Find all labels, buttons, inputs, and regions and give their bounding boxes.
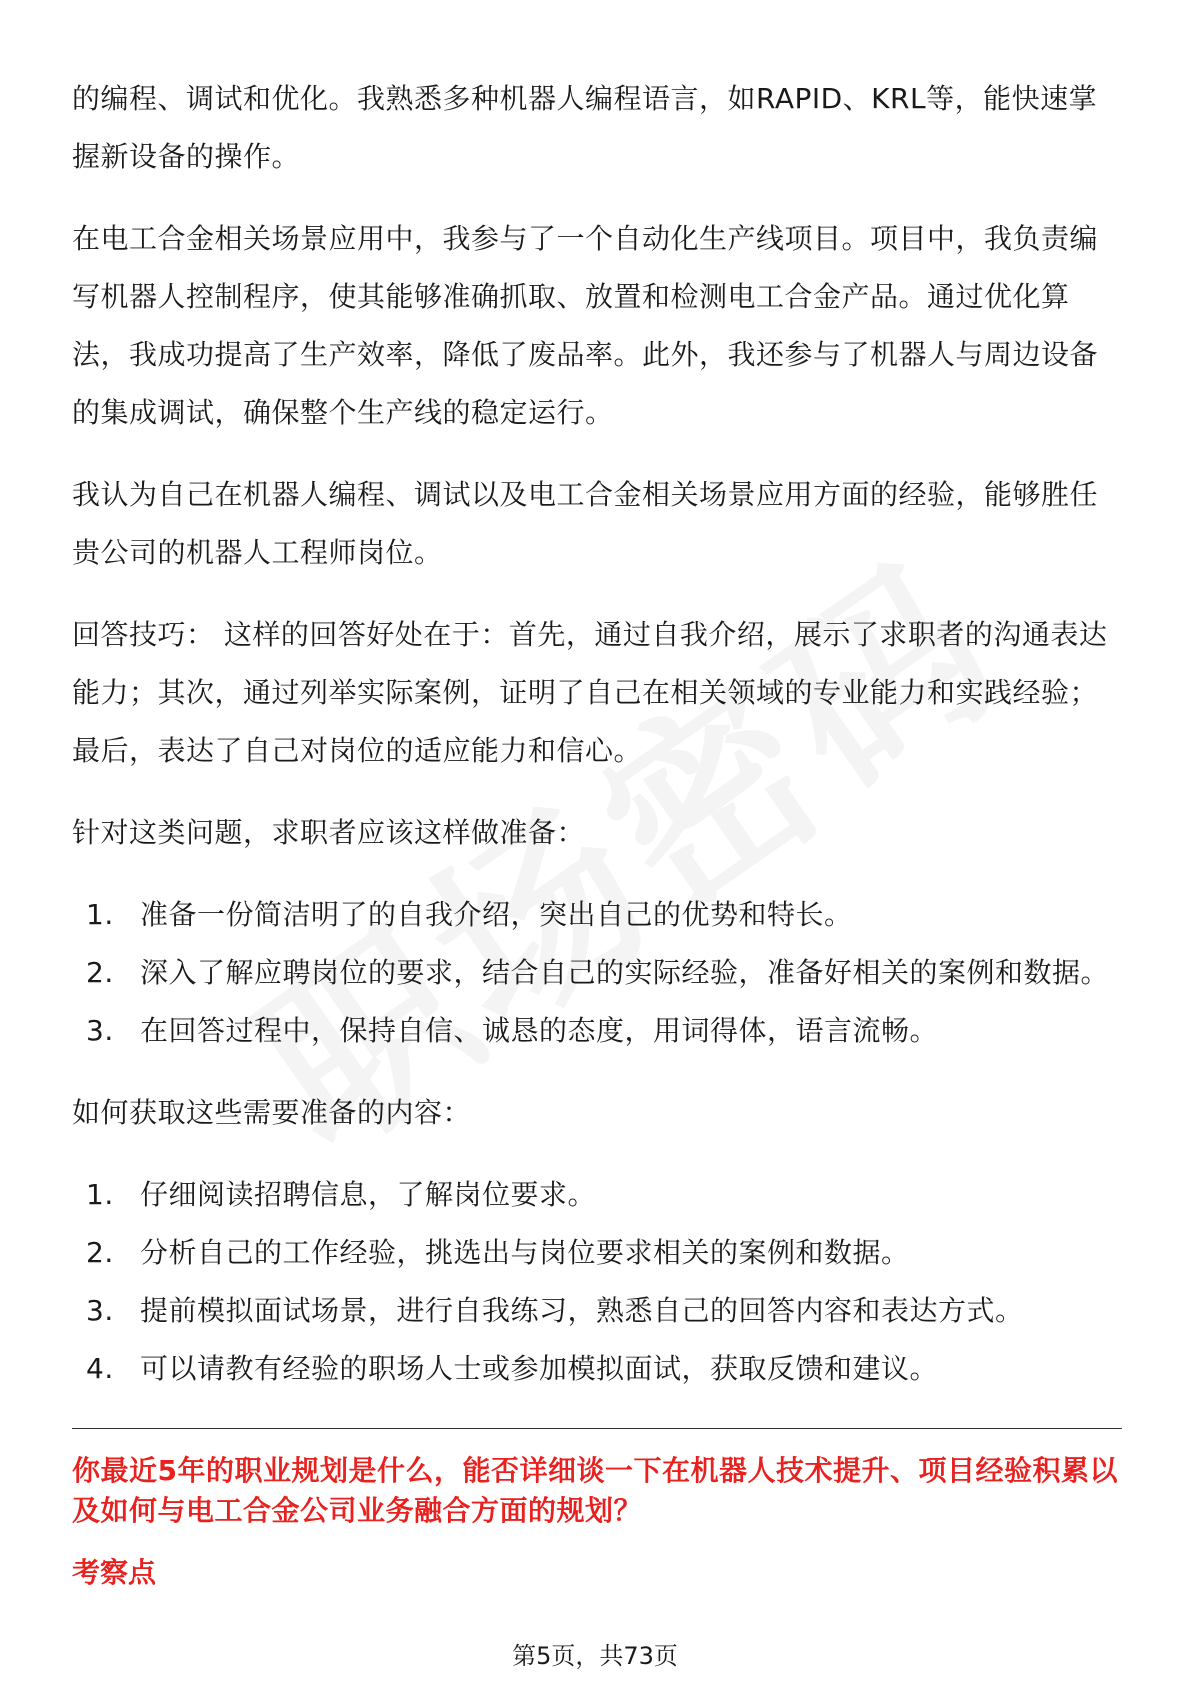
list-item-number: 2. — [86, 1236, 114, 1269]
list-item-text: 分析自己的工作经验，挑选出与岗位要求相关的案例和数据。 — [140, 1236, 910, 1269]
list-item-text: 在回答过程中，保持自信、诚恳的态度，用词得体，语言流畅。 — [140, 1014, 939, 1047]
list-item — [72, 886, 1122, 944]
list-item-text: 提前模拟面试场景，进行自我练习，熟悉自己的回答内容和表达方式。 — [140, 1294, 1024, 1327]
page-content — [72, 70, 1122, 1593]
list-item — [72, 944, 1122, 1002]
list-item-text: 准备一份简洁明了的自我介绍，突出自己的优势和特长。 — [140, 898, 853, 931]
paragraph-project-experience: 在电工合金相关场景应用中，我参与了一个自动化生产线项目。项目中，我负责编写机器人控制程序，使其能够准确抓取、放置和检测电工合金产品。通过优化算法，我成功提高了生产效率，降低了废品率。此外，我还参与了机器人与周边设备的集成调试，确保整个生产线的稳定运行。 — [72, 222, 1099, 429]
paragraph-experience-intro: 的编程、调试和优化。我熟悉多种机器人编程语言，如RAPID、KRL等，能快速掌握新设备的操作。 — [72, 82, 1098, 173]
list-item-text: 仔细阅读招聘信息，了解岗位要求。 — [140, 1178, 597, 1211]
list-item-text: 深入了解应聘岗位的要求，结合自己的实际经验，准备好相关的案例和数据。 — [140, 956, 1110, 989]
list-item-number: 2. — [86, 956, 114, 989]
list-item — [72, 1002, 1122, 1060]
acquire-list — [72, 1166, 1122, 1398]
list-item — [72, 1224, 1122, 1282]
section-heading-assessment-points: 考察点 — [72, 1556, 157, 1589]
section-divider — [72, 1428, 1122, 1429]
list-item-number: 1. — [86, 1178, 114, 1211]
next-question-title: 你最近5年的职业规划是什么，能否详细谈一下在机器人技术提升、项目经验积累以及如何与电工合金公司业务融合方面的规划？ — [72, 1454, 1118, 1527]
list-item-number: 3. — [86, 1294, 114, 1327]
list-item-text: 可以请教有经验的职场人士或参加模拟面试，获取反馈和建议。 — [140, 1352, 939, 1385]
page-footer: 第5页，共73页 — [512, 1642, 678, 1670]
paragraph-acquire-intro: 如何获取这些需要准备的内容： — [72, 1096, 472, 1129]
list-item — [72, 1166, 1122, 1224]
list-item — [72, 1282, 1122, 1340]
paragraph-answer-tips: 回答技巧： 这样的回答好处在于：首先，通过自我介绍，展示了求职者的沟通表达能力；其次，通过列举实际案例，证明了自己在相关领域的专业能力和实践经验；最后，表达了自己对岗位的适应能力和信心。 — [72, 618, 1108, 767]
paragraph-conclusion: 我认为自己在机器人编程、调试以及电工合金相关场景应用方面的经验，能够胜任贵公司的机器人工程师岗位。 — [72, 478, 1099, 569]
list-item-number: 3. — [86, 1014, 114, 1047]
list-item-number: 1. — [86, 898, 114, 931]
list-item-number: 4. — [86, 1352, 114, 1385]
prep-list — [72, 886, 1122, 1060]
list-item — [72, 1340, 1122, 1398]
paragraph-prep-intro: 针对这类问题，求职者应该这样做准备： — [72, 816, 586, 849]
